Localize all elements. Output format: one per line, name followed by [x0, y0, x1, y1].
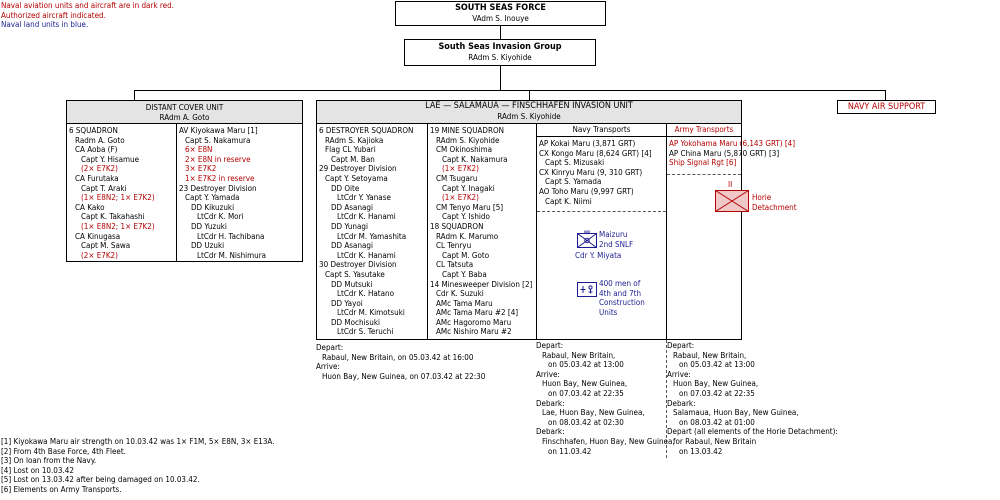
- list-line: on 07.03.42 at 22:35: [679, 388, 755, 398]
- invasion-unit-header: [317, 101, 741, 124]
- list-line: CL Tenryu: [436, 241, 472, 251]
- snlf-unit-symbol-icon: [577, 230, 597, 248]
- horie-size-label: II: [728, 180, 733, 189]
- horie-line: Detachment: [752, 202, 797, 212]
- list-line: Capt M. Sawa: [81, 241, 131, 251]
- list-line: Capt T. Araki: [81, 183, 127, 193]
- list-line: 18 SQUADRON: [430, 221, 484, 231]
- list-line: on 05.03.42 at 13:00: [679, 360, 755, 370]
- list-line: Capt S. Yasutake: [325, 269, 385, 279]
- list-line: 1× E7K2 in reserve: [185, 173, 255, 183]
- list-line: RAdm K. Marumo: [436, 231, 499, 241]
- legend-line: Authorized aircraft indicated.: [1, 10, 106, 20]
- list-line: Radm A. Goto: [75, 135, 125, 145]
- list-line: Salamaua, Huon Bay, New Guinea,: [673, 408, 799, 418]
- list-line: DD Kikuzuki: [191, 202, 235, 212]
- list-line: AV Kiyokawa Maru [1]: [179, 126, 258, 135]
- list-line: DD Yuzuki: [191, 221, 227, 231]
- list-line: LtCdr Y. Yanase: [337, 193, 391, 203]
- list-line: Huon Bay, New Guinea, on 07.03.42 at 22:30: [322, 371, 486, 381]
- list-line: DD Yunagi: [331, 221, 368, 231]
- list-line: CL Tatsuta: [436, 260, 474, 270]
- construction-line: 400 men of: [599, 279, 641, 288]
- list-line: Rabaul, New Britain,: [542, 350, 616, 360]
- list-line: on 08.03.42 at 01:00: [679, 417, 755, 427]
- list-line: on 11.03.42: [548, 446, 592, 456]
- navy-transports-col: [537, 124, 666, 339]
- list-line: AP Kokai Maru (3,871 GRT): [539, 139, 636, 148]
- list-line: DD Uzuki: [191, 241, 225, 251]
- snlf-name2: 2nd SNLF: [599, 239, 634, 249]
- list-line: Depart:: [536, 341, 564, 350]
- list-line: Lae, Huon Bay, New Guinea,: [542, 408, 645, 418]
- list-line: 6× E8N: [185, 145, 213, 155]
- list-line: CA Kinugasa: [75, 231, 121, 241]
- list-line: Depart:: [316, 343, 344, 352]
- snlf-unit-label: [599, 230, 633, 249]
- list-line: LtCdr H. Tachibana: [197, 231, 265, 241]
- destroyer-squadron-col: [317, 124, 427, 337]
- distant-cover-title: DISTANT COVER UNIT: [145, 103, 224, 112]
- footnote: [2] From 4th Base Force, 4th Fleet.: [1, 446, 126, 456]
- list-line: CX Kinryu Maru (9, 310 GRT): [539, 167, 643, 177]
- list-line: Capt S. Nakamura: [185, 135, 251, 145]
- list-line: on 13.03.42: [679, 446, 723, 456]
- list-line: Capt M. Goto: [442, 250, 490, 260]
- distant-cover-commander: RAdm A. Goto: [159, 112, 210, 122]
- list-line: Capt S. Yamada: [545, 177, 602, 187]
- connector-line: [529, 90, 530, 100]
- footnote: [6] Elements on Army Transports.: [1, 484, 122, 494]
- list-line: CA Kako: [75, 202, 105, 212]
- list-line: Rabaul, New Britain,: [673, 350, 747, 360]
- connector-line: [134, 90, 886, 91]
- list-line: DD Oite: [331, 183, 360, 193]
- list-line: LtCdr K. Mori: [197, 212, 244, 222]
- list-line: Arrive:: [667, 369, 691, 379]
- list-line: Capt S. Mizusaki: [545, 158, 605, 168]
- list-line: Depart (all elements of the Horie Detachment):: [667, 427, 838, 437]
- footnote: [3] On loan from the Navy.: [1, 456, 97, 466]
- list-line: AMc Hagoromo Maru: [436, 317, 512, 327]
- dashed-divider: [537, 211, 666, 212]
- list-line: Capt Y. Baba: [442, 269, 487, 279]
- list-line: DD Asanagi: [331, 241, 373, 251]
- horie-detachment-label: [752, 193, 797, 212]
- list-line: Debark:: [667, 398, 696, 408]
- navy-air-support-title: NAVY AIR SUPPORT: [847, 102, 926, 112]
- list-line: 3× E7K2: [185, 164, 217, 174]
- footnote: [5] Lost on 13.03.42 after being damaged on 10.03.42.: [1, 475, 200, 485]
- army-transports-title: Army Transports: [667, 124, 741, 137]
- navy-transports-list: [537, 137, 666, 206]
- list-line: Capt Y. Inagaki: [442, 183, 495, 193]
- snlf-commander: Cdr Y. Miyata: [575, 251, 622, 260]
- army-unit-symbol-icon: [715, 190, 749, 212]
- south-seas-force-title: SOUTH SEAS FORCE: [455, 3, 546, 13]
- list-line: (1× E8N2; 1× E7K2): [81, 193, 155, 203]
- list-line: Capt K. Niimi: [545, 196, 592, 206]
- connector-line: [134, 90, 135, 100]
- list-line: (2× E7K2): [81, 164, 118, 174]
- footnote: [1] Kiyokawa Maru air strength on 10.03.42 was 1× F1M, 5× E8N, 3× E13A.: [1, 437, 275, 446]
- navy-air-support-box: [837, 100, 936, 114]
- list-line: AP Yokohama Maru (6,143 GRT) [4]: [669, 139, 796, 148]
- list-line: AMc Nishiro Maru #2: [436, 327, 512, 337]
- south-seas-force-commander: VAdm S. Inouye: [472, 13, 529, 23]
- movement-block: [667, 341, 838, 456]
- distant-cover-unit-box: [66, 100, 303, 262]
- invasion-unit-commander: RAdm S. Kiyohide: [497, 111, 561, 121]
- construction-line: Units: [599, 307, 618, 317]
- invasion-group-box: [404, 39, 596, 66]
- list-line: Capt K. Nakamura: [442, 154, 508, 164]
- list-line: DD Mutsuki: [331, 279, 373, 289]
- list-line: Finschhafen, Huon Bay, New Guinea,: [542, 436, 675, 446]
- list-line: Flag CL Yubari: [325, 145, 376, 155]
- list-line: 19 MINE SQUADRON: [430, 126, 505, 135]
- legend: [1, 1, 174, 30]
- list-line: on 07.03.42 at 22:35: [548, 388, 624, 398]
- list-line: Cdr K. Suzuki: [436, 289, 484, 299]
- list-line: LtCdr K. Hanami: [337, 250, 396, 260]
- snlf-name: Maizuru: [599, 230, 628, 239]
- mine-squadron-col: [428, 124, 538, 337]
- list-line: Arrive:: [316, 362, 340, 372]
- movement-block: [536, 341, 675, 456]
- list-line: Capt M. Ban: [331, 154, 375, 164]
- construction-units-label: [599, 279, 645, 317]
- list-line: (1× E7K2): [442, 164, 479, 174]
- list-line: RAdm S. Kiyohide: [436, 135, 500, 145]
- list-line: Debark:: [536, 398, 565, 408]
- list-line: CA Aoba (F): [75, 145, 118, 155]
- list-line: AMc Tama Maru: [436, 298, 493, 308]
- list-line: AP China Maru (5,870 GRT) [3]: [669, 148, 780, 158]
- list-line: on 08.03.42 at 02:30: [548, 417, 624, 427]
- connector-line: [885, 90, 886, 100]
- list-line: (2× E7K2): [81, 250, 118, 260]
- list-line: LtCdr M. Yamashita: [337, 231, 407, 241]
- distant-cover-col-right: [177, 124, 304, 260]
- list-line: AO Toho Maru (9,997 GRT): [539, 186, 634, 196]
- footnote: [4] Lost on 10.03.42: [1, 465, 74, 475]
- list-line: Huon Bay, New Guinea,: [673, 379, 759, 389]
- footnotes: [1, 437, 274, 495]
- list-line: 30 Destroyer Division: [319, 260, 397, 270]
- list-line: CX Kongo Maru (8,624 GRT) [4]: [539, 148, 652, 158]
- list-line: 6 DESTROYER SQUADRON: [319, 126, 414, 135]
- legend-line: Naval aviation units and aircraft are in dark red.: [1, 1, 174, 10]
- list-line: CM Okinoshima: [436, 145, 493, 155]
- list-line: Huon Bay, New Guinea,: [542, 379, 628, 389]
- list-line: Ship Signal Rgt [6]: [669, 158, 737, 168]
- list-line: 2× E8N in reserve: [185, 154, 251, 164]
- list-line: DD Yayoi: [331, 298, 363, 308]
- list-line: Capt K. Takahashi: [81, 212, 145, 222]
- legend-line: Naval land units in blue.: [1, 20, 89, 30]
- list-line: LtCdr S. Teruchi: [337, 327, 394, 337]
- construction-unit-symbol-icon: [577, 281, 597, 297]
- list-line: (1× E7K2): [442, 193, 479, 203]
- connector-line: [500, 66, 501, 90]
- list-line: 14 Minesweeper Division [2]: [430, 279, 533, 289]
- horie-line: Horie: [752, 193, 772, 202]
- list-line: LtCdr M. Kimotsuki: [337, 308, 405, 318]
- list-line: Debark:: [536, 427, 565, 437]
- list-line: DD Mochisuki: [331, 317, 380, 327]
- construction-line: Construction: [599, 298, 645, 308]
- list-line: for Rabaul, New Britain: [673, 436, 757, 446]
- distant-cover-header: [67, 101, 302, 124]
- list-line: LtCdr K. Hanami: [337, 212, 396, 222]
- invasion-group-commander: RAdm S. Kiyohide: [468, 52, 532, 62]
- dashed-divider: [667, 174, 741, 175]
- list-line: on 05.03.42 at 13:00: [548, 360, 624, 370]
- list-line: Capt Y. Ishido: [442, 212, 490, 222]
- list-line: CM Tsugaru: [436, 173, 478, 183]
- list-line: 23 Destroyer Division: [179, 183, 257, 193]
- list-line: CA Furutaka: [75, 173, 119, 183]
- movement-block: [316, 343, 485, 381]
- list-line: Capt Y. Hisamue: [81, 154, 140, 164]
- south-seas-force-box: [395, 1, 606, 26]
- navy-transports-title: Navy Transports: [537, 124, 666, 137]
- list-line: 6 SQUADRON: [69, 126, 118, 135]
- list-line: DD Asanagi: [331, 202, 373, 212]
- list-line: Depart:: [667, 341, 695, 350]
- list-line: 29 Destroyer Division: [319, 164, 397, 174]
- list-line: Capt Y. Setoyama: [325, 173, 388, 183]
- army-transports-list: [667, 137, 796, 168]
- connector-line: [500, 25, 501, 39]
- list-line: RAdm S. Kajioka: [325, 135, 384, 145]
- list-line: (1× E8N2; 1× E7K2): [81, 221, 155, 231]
- list-line: Rabaul, New Britain, on 05.03.42 at 16:00: [322, 352, 474, 362]
- list-line: CM Tenyo Maru [5]: [436, 202, 504, 212]
- list-line: Capt Y. Yamada: [185, 193, 240, 203]
- list-line: LtCdr M. Nishimura: [197, 250, 267, 260]
- list-line: AMc Tama Maru #2 [4]: [436, 308, 519, 318]
- list-line: LtCdr K. Hatano: [337, 289, 394, 299]
- list-line: Arrive:: [536, 369, 560, 379]
- distant-cover-col-left: [67, 124, 176, 260]
- invasion-group-title: South Seas Invasion Group: [438, 42, 562, 52]
- construction-line: 4th and 7th: [599, 288, 642, 298]
- invasion-unit-title: LAE — SALAMAUA — FINSCHHAFEN INVASION UNIT: [425, 101, 633, 111]
